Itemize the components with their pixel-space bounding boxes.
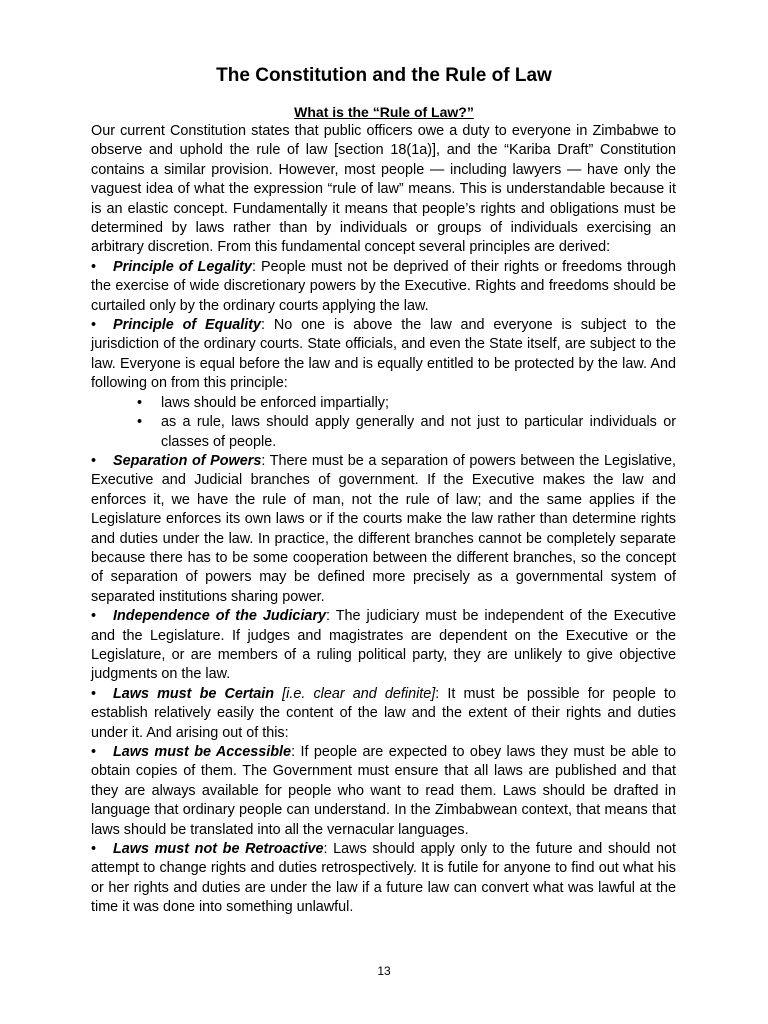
principle-equality	[91, 316, 676, 394]
principle-legality	[91, 258, 676, 316]
intro-paragraph: Our current Constitution states that public officers owe a duty to everyone in Zimbabwe to observe and uphold the rule of law [section 18(1a)], and the “Kariba Draft” Constitution contains a similar provision. However, most people — including lawyers — have only the vaguest idea of what the expression “rule of law” means. This is understandable because it is an elastic concept. Fundamentally it means that people’s rights and obligations must be determined by laws rather than by individuals or groups of individuals exercising an arbitrary discretion. From this fundamental concept several principles are derived:	[91, 123, 676, 256]
bullet-icon: •	[91, 317, 97, 334]
sub-list-item: • laws should be enforced impartially;	[91, 394, 676, 413]
bullet-icon: •	[91, 841, 97, 858]
equality-sub-list	[91, 394, 676, 452]
page-title: The Constitution and the Rule of Law	[216, 65, 552, 86]
principle-text: : The judiciary must be independent of the Executive and the Legislature. If judges and magistrates are dependent on the Executive or the Legislature, or are members of a ruling political party, they are unlikely to give objective judgments on the law.	[91, 608, 676, 683]
principle-certainty	[91, 685, 676, 743]
principle-term: Principle of Equality	[113, 317, 262, 334]
bullet-icon: •	[91, 744, 97, 760]
principle-text: : People must not be deprived of their rights or freedoms through the exercise of wide discretionary powers by the Executive. Rights and freedoms should be curtailed only by the ordinary courts applying the law.	[91, 258, 676, 314]
principle-term: Principle of Legality	[113, 258, 252, 275]
bullet-icon: •	[91, 685, 97, 702]
principle-note: [i.e. clear and definite]	[274, 685, 436, 702]
principle-term: Laws must be Certain	[113, 685, 275, 702]
section-heading: What is the “Rule of Law?”	[294, 104, 474, 120]
principle-text: : If people are expected to obey laws they must be able to obtain copies of them. The Government must ensure that all laws are published and that they are always available for people who want to read them. Laws should be drafted in language that ordinary people can understand. In the Zimbabwean context, that means that laws should be translated into all the vernacular languages.	[91, 744, 676, 838]
principle-text: : There must be a separation of powers between the Legislative, Executive and Judicial branches of government. If the Executive makes the law and enforces it, we have the rule of man, not the rule of law; and the same applies if the Legislature enforces its own laws or if the courts make the law rather than determine rights and duties under the law. In practice, the different branches cannot be completely separate because there has to be some cooperation between the different branches, so the concept of separation of powers may be defined more precisely as a governmental system of separated institutions sharing power.	[91, 452, 677, 605]
principle-accessibility	[91, 743, 676, 840]
principle-term: Separation of Powers	[113, 452, 262, 469]
sub-list-item: • as a rule, laws should apply generally and not just to particular individuals or classes of people.	[91, 413, 676, 452]
principle-term: Laws must be Accessible	[113, 744, 292, 760]
principle-term: Independence of the Judiciary	[113, 608, 327, 625]
principle-separation-of-powers	[91, 452, 676, 607]
body-text	[91, 122, 676, 918]
principle-non-retroactivity	[91, 840, 676, 918]
bullet-icon: •	[91, 608, 97, 625]
principle-judicial-independence	[91, 607, 676, 685]
page-number: 13	[377, 964, 391, 978]
bullet-icon: •	[91, 258, 97, 275]
principle-text: : It must be possible for people to establish relatively easily the content of the law and the extent of their rights and duties under it. And arising out of this:	[91, 685, 676, 741]
principle-text: : No one is above the law and everyone is subject to the jurisdiction of the ordinary courts. State officials, and even the State itself, are subject to the law. Everyone is equal before the law and is equally entitled to be protected by the law. And following on from this principle:	[91, 317, 676, 392]
principle-text: : Laws should apply only to the future and should not attempt to change rights and duties retrospectively. It is futile for anyone to find out what his or her rights and duties are under the law if a future law can convert what was lawful at the time it was done into something unlawful.	[91, 841, 676, 916]
principle-term: Laws must not be Retroactive	[113, 841, 324, 858]
bullet-icon: •	[91, 452, 97, 469]
